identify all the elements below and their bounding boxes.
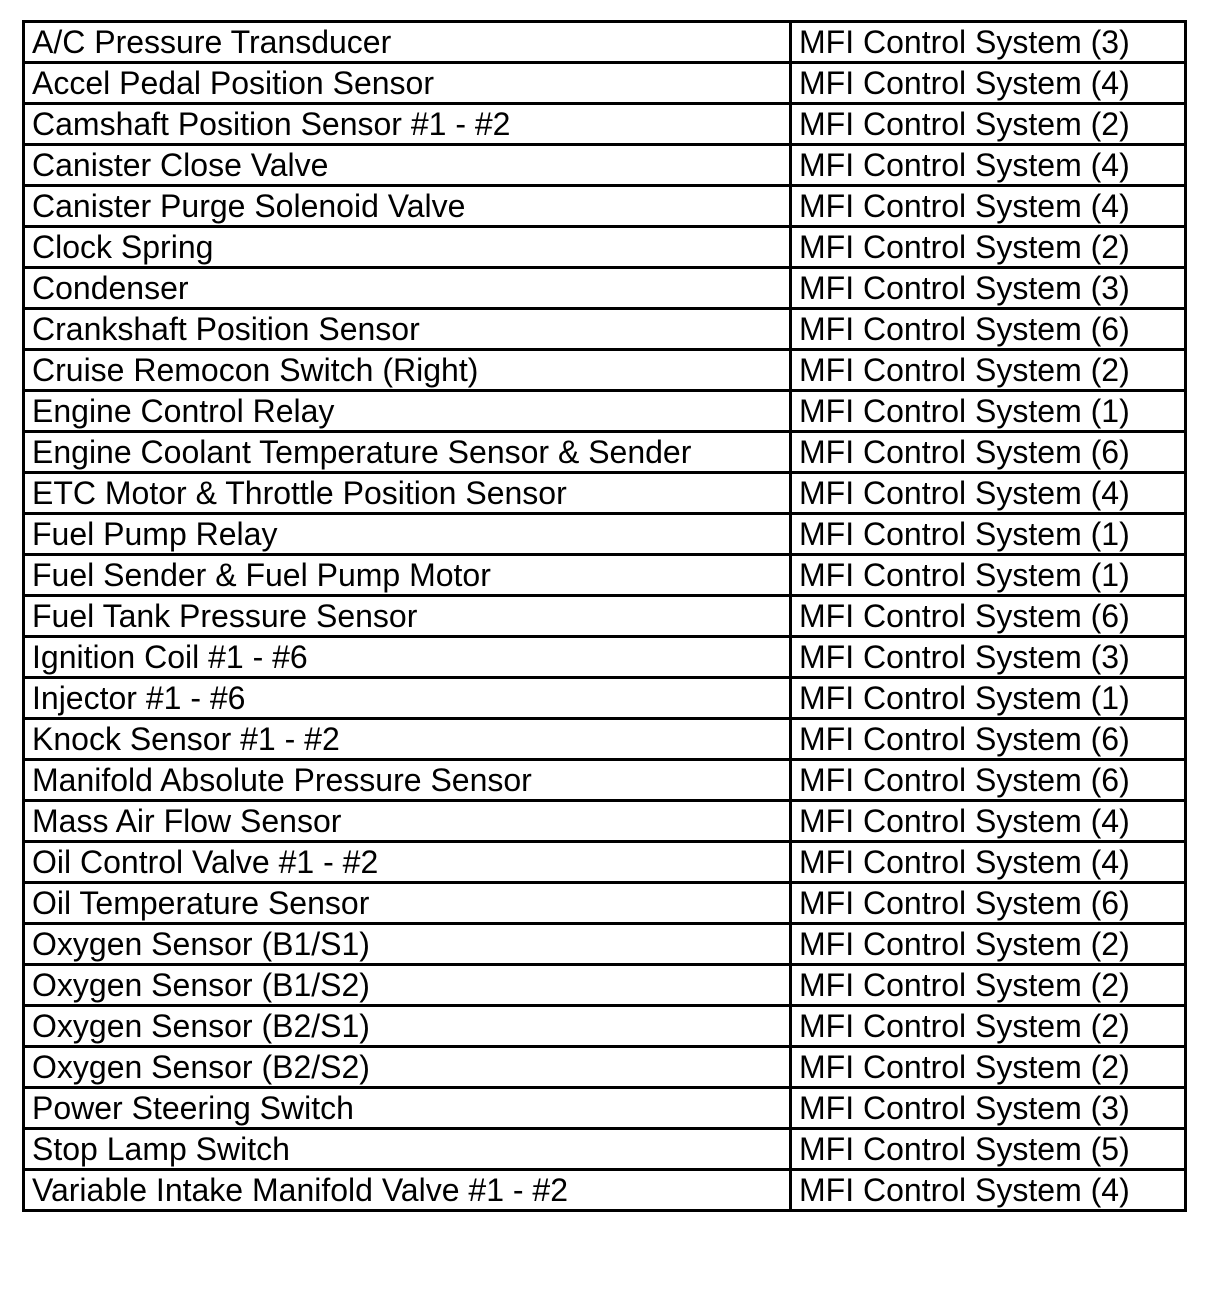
location-cell: MFI Control System (2) (791, 104, 1186, 145)
location-cell: MFI Control System (3) (791, 1088, 1186, 1129)
location-cell: MFI Control System (2) (791, 1006, 1186, 1047)
table-row (24, 965, 1186, 1006)
location-cell: MFI Control System (2) (791, 227, 1186, 268)
location-cell: MFI Control System (4) (791, 473, 1186, 514)
location-cell: MFI Control System (3) (791, 22, 1186, 63)
location-cell: MFI Control System (3) (791, 637, 1186, 678)
component-name-cell: Clock Spring (24, 227, 791, 268)
location-cell: MFI Control System (1) (791, 514, 1186, 555)
component-name-cell: Stop Lamp Switch (24, 1129, 791, 1170)
location-cell: MFI Control System (4) (791, 186, 1186, 227)
table-body (24, 22, 1186, 1211)
component-name-cell: A/C Pressure Transducer (24, 22, 791, 63)
component-name-cell: Condenser (24, 268, 791, 309)
component-name-cell: Fuel Pump Relay (24, 514, 791, 555)
component-name-cell: Oil Control Valve #1 - #2 (24, 842, 791, 883)
component-name-cell: Fuel Sender & Fuel Pump Motor (24, 555, 791, 596)
table-row (24, 473, 1186, 514)
table-row (24, 1170, 1186, 1211)
table-row (24, 1006, 1186, 1047)
table-row (24, 1047, 1186, 1088)
component-location-table (22, 20, 1187, 1212)
location-cell: MFI Control System (4) (791, 1170, 1186, 1211)
table-row (24, 760, 1186, 801)
location-cell: MFI Control System (4) (791, 801, 1186, 842)
component-name-cell: Accel Pedal Position Sensor (24, 63, 791, 104)
location-cell: MFI Control System (1) (791, 555, 1186, 596)
component-name-cell: Engine Control Relay (24, 391, 791, 432)
component-name-cell: Crankshaft Position Sensor (24, 309, 791, 350)
component-name-cell: Cruise Remocon Switch (Right) (24, 350, 791, 391)
location-cell: MFI Control System (6) (791, 719, 1186, 760)
component-name-cell: Oxygen Sensor (B1/S2) (24, 965, 791, 1006)
table-row (24, 596, 1186, 637)
table-row (24, 678, 1186, 719)
table-row (24, 309, 1186, 350)
location-cell: MFI Control System (1) (791, 391, 1186, 432)
table-row (24, 719, 1186, 760)
component-name-cell: Mass Air Flow Sensor (24, 801, 791, 842)
table-row (24, 104, 1186, 145)
table-row (24, 227, 1186, 268)
table-row (24, 186, 1186, 227)
component-name-cell: Fuel Tank Pressure Sensor (24, 596, 791, 637)
table-row (24, 391, 1186, 432)
table-row (24, 145, 1186, 186)
table-row (24, 1088, 1186, 1129)
location-cell: MFI Control System (4) (791, 63, 1186, 104)
component-name-cell: ETC Motor & Throttle Position Sensor (24, 473, 791, 514)
table-row (24, 22, 1186, 63)
component-name-cell: Oxygen Sensor (B2/S2) (24, 1047, 791, 1088)
table-row (24, 432, 1186, 473)
table-row (24, 555, 1186, 596)
component-name-cell: Canister Purge Solenoid Valve (24, 186, 791, 227)
location-cell: MFI Control System (4) (791, 145, 1186, 186)
location-cell: MFI Control System (3) (791, 268, 1186, 309)
table-row (24, 637, 1186, 678)
component-name-cell: Oxygen Sensor (B1/S1) (24, 924, 791, 965)
component-name-cell: Injector #1 - #6 (24, 678, 791, 719)
component-name-cell: Manifold Absolute Pressure Sensor (24, 760, 791, 801)
table-row (24, 514, 1186, 555)
location-cell: MFI Control System (1) (791, 678, 1186, 719)
location-cell: MFI Control System (2) (791, 965, 1186, 1006)
location-cell: MFI Control System (6) (791, 596, 1186, 637)
component-name-cell: Oil Temperature Sensor (24, 883, 791, 924)
table-row (24, 801, 1186, 842)
location-cell: MFI Control System (2) (791, 924, 1186, 965)
location-cell: MFI Control System (6) (791, 883, 1186, 924)
component-name-cell: Camshaft Position Sensor #1 - #2 (24, 104, 791, 145)
table-row (24, 268, 1186, 309)
component-name-cell: Variable Intake Manifold Valve #1 - #2 (24, 1170, 791, 1211)
table-row (24, 63, 1186, 104)
location-cell: MFI Control System (6) (791, 309, 1186, 350)
location-cell: MFI Control System (5) (791, 1129, 1186, 1170)
component-name-cell: Ignition Coil #1 - #6 (24, 637, 791, 678)
location-cell: MFI Control System (6) (791, 432, 1186, 473)
location-cell: MFI Control System (4) (791, 842, 1186, 883)
component-name-cell: Engine Coolant Temperature Sensor & Sender (24, 432, 791, 473)
component-name-cell: Knock Sensor #1 - #2 (24, 719, 791, 760)
table-row (24, 924, 1186, 965)
location-cell: MFI Control System (2) (791, 350, 1186, 391)
component-name-cell: Canister Close Valve (24, 145, 791, 186)
table-row (24, 1129, 1186, 1170)
location-cell: MFI Control System (6) (791, 760, 1186, 801)
component-name-cell: Oxygen Sensor (B2/S1) (24, 1006, 791, 1047)
location-cell: MFI Control System (2) (791, 1047, 1186, 1088)
component-name-cell: Power Steering Switch (24, 1088, 791, 1129)
table-row (24, 350, 1186, 391)
table-row (24, 883, 1186, 924)
table-row (24, 842, 1186, 883)
